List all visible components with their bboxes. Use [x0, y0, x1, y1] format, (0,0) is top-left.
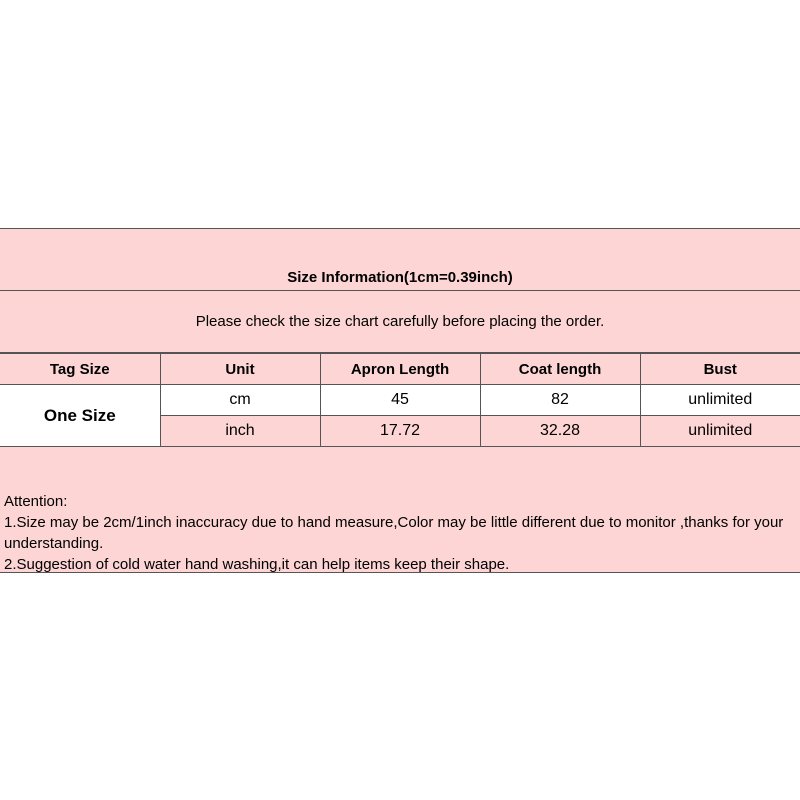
header-cell-bust: Bust: [640, 354, 800, 385]
coat-length-cell: 32.28: [480, 416, 640, 447]
unit-cell: cm: [160, 385, 320, 416]
size-chart-sheet: [0, 228, 800, 573]
apron-length-cell: 45: [320, 385, 480, 416]
coat-length-cell: 82: [480, 385, 640, 416]
header-cell-coat-length: Coat length: [480, 354, 640, 385]
table-header-row: [0, 354, 800, 385]
header-cell-tag-size: Tag Size: [0, 354, 160, 385]
tag-size-cell: One Size: [0, 385, 160, 447]
attention-line-1: 1.Size may be 2cm/1inch inaccuracy due to hand measure,Color may be little different due to monitor ,thanks for your understanding.: [4, 514, 784, 552]
unit-cell: inch: [160, 416, 320, 447]
apron-length-cell: 17.72: [320, 416, 480, 447]
header-cell-apron-length: Apron Length: [320, 354, 480, 385]
attention-notes: [4, 491, 794, 575]
bust-cell: unlimited: [640, 385, 800, 416]
table-row: [0, 385, 800, 416]
notice-row: [0, 291, 800, 353]
header-cell-unit: Unit: [160, 354, 320, 385]
size-table: [0, 353, 800, 447]
size-chart-title: Size Information(1cm=0.39inch): [287, 269, 513, 286]
bust-cell: unlimited: [640, 416, 800, 447]
size-chart-notice: Please check the size chart carefully before placing the order.: [195, 313, 605, 330]
attention-line-2: 2.Suggestion of cold water hand washing,it can help items keep their shape.: [4, 556, 510, 573]
attention-heading: Attention:: [4, 493, 68, 510]
title-row: [0, 229, 800, 291]
